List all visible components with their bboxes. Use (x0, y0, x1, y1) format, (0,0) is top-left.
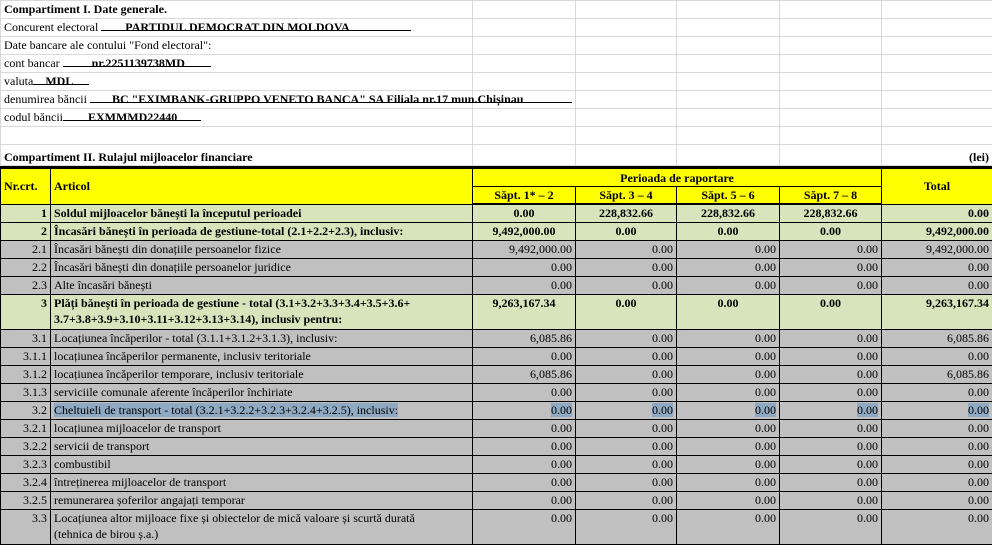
value-text: 0.00 (857, 403, 878, 417)
row-nr[interactable]: 3.2.1 (1, 420, 51, 438)
row-total-value[interactable] (882, 348, 992, 366)
row-article[interactable] (51, 259, 473, 277)
row-period-1-value[interactable] (473, 402, 576, 420)
period-header[interactable]: Perioada de raportare (473, 168, 882, 187)
col-nr-header[interactable]: Nr.crt. (1, 168, 51, 205)
row-total-value[interactable] (882, 366, 992, 384)
value-text: 0.00 (652, 421, 673, 435)
row-nr[interactable]: 2.3 (1, 277, 51, 295)
general-data-section (0, 0, 992, 166)
row-period-4-value[interactable] (780, 348, 882, 366)
row-period-3-value[interactable] (677, 456, 780, 474)
table-row (1, 420, 992, 438)
row-article[interactable] (51, 384, 473, 402)
value-text: 0.00 (857, 260, 878, 274)
row-article-text: locațiunea încăperilor permanente, inclusiv teritoriale (54, 349, 311, 363)
row-article[interactable] (51, 277, 473, 295)
table-row (1, 295, 992, 330)
row-nr[interactable]: 3.2.2 (1, 438, 51, 456)
row-period-4-value[interactable] (780, 438, 882, 456)
row-period-4-value[interactable] (780, 456, 882, 474)
total-text: 0.00 (968, 260, 989, 274)
table-row (1, 348, 992, 366)
value-text: 0.00 (551, 439, 572, 453)
currency-label: valuta (4, 74, 33, 88)
row-article-text: Încasări bănești din donațiile persoanelor fizice (54, 242, 281, 256)
row-total-value[interactable] (882, 474, 992, 492)
row-article-text: Plăți bănești în perioada de gestiune - total (3.1+3.2+3.3+3.4+3.5+3.6+ (54, 296, 410, 310)
row-article[interactable] (51, 204, 473, 223)
row-period-1-value[interactable] (473, 456, 576, 474)
value-text: 0.00 (551, 421, 572, 435)
value-text: 0.00 (857, 331, 878, 345)
row-nr[interactable]: 1 (1, 204, 51, 223)
value-text: 9,263,167.34 (493, 296, 556, 310)
col-article-header[interactable]: Articol (51, 168, 473, 205)
row-article-text: Locațiunea altor mijloace fixe și obiectelor de mică valoare și scurtă durată (54, 511, 415, 525)
total-text: 0.00 (968, 439, 989, 453)
value-text: 0.00 (857, 439, 878, 453)
value-text: 9,492,000.00 (509, 242, 572, 256)
value-text: 0.00 (551, 278, 572, 292)
row-total-value[interactable] (882, 259, 992, 277)
value-text: 0.00 (857, 385, 878, 399)
row-period-4-value[interactable] (780, 474, 882, 492)
row-period-1-value[interactable] (473, 384, 576, 402)
row-article-text: Soldul mijloacelor bănești la începutul perioadei (54, 206, 301, 220)
value-text: 0.00 (652, 385, 673, 399)
row-article[interactable] (51, 510, 473, 545)
row-period-2-value[interactable] (576, 510, 677, 545)
row-period-4-value[interactable] (780, 384, 882, 402)
value-text: 0.00 (857, 421, 878, 435)
value-text: 0.00 (857, 349, 878, 363)
row-period-2-value[interactable] (576, 330, 677, 348)
row-article[interactable] (51, 492, 473, 510)
unit-label[interactable]: (lei) (882, 145, 992, 166)
financial-flows-table (0, 166, 992, 545)
row-nr[interactable]: 3.2.3 (1, 456, 51, 474)
row-period-2-value[interactable] (576, 295, 677, 330)
row-period-2-value[interactable] (576, 474, 677, 492)
row-total-value[interactable] (882, 438, 992, 456)
value-text: 0.00 (551, 349, 572, 363)
row-article[interactable] (51, 402, 473, 420)
row-total-value[interactable] (882, 295, 992, 330)
row-article[interactable] (51, 456, 473, 474)
value-text: 0.00 (551, 385, 572, 399)
row-period-2-value[interactable] (576, 277, 677, 295)
row-nr[interactable]: 2.2 (1, 259, 51, 277)
row-period-2-value[interactable] (576, 384, 677, 402)
row-period-3-value[interactable] (677, 259, 780, 277)
row-period-1-value[interactable] (473, 259, 576, 277)
row-total-value[interactable] (882, 492, 992, 510)
total-text: 0.00 (968, 457, 989, 471)
value-text: 0.00 (755, 403, 776, 417)
row-period-3-value[interactable] (677, 384, 780, 402)
value-text: 0.00 (857, 475, 878, 489)
value-text: 0.00 (551, 511, 572, 525)
table-row (1, 492, 992, 510)
value-text: 0.00 (718, 296, 739, 310)
row-period-4-value[interactable] (780, 402, 882, 420)
row-nr[interactable]: 3 (1, 295, 51, 330)
value-text: 0.00 (652, 349, 673, 363)
currency-value: MDL (33, 73, 89, 85)
row-period-1-value[interactable] (473, 241, 576, 259)
row-period-4-value[interactable] (780, 366, 882, 384)
value-text: 0.00 (551, 475, 572, 489)
row-period-4-value[interactable] (780, 241, 882, 259)
row-total-value[interactable] (882, 456, 992, 474)
value-text: 0.00 (652, 511, 673, 525)
bank-details-label[interactable]: Date bancare ale contului "Fond electoral": (1, 37, 473, 55)
value-text: 0.00 (551, 260, 572, 274)
row-article-text: servicii de transport (54, 439, 149, 453)
total-text: 0.00 (968, 206, 989, 220)
row-nr[interactable]: 2 (1, 223, 51, 241)
bank-name-cell[interactable] (1, 91, 473, 109)
row-nr[interactable]: 3.3 (1, 510, 51, 545)
row-article[interactable] (51, 366, 473, 384)
row-nr[interactable]: 3.1.1 (1, 348, 51, 366)
table-row (1, 204, 992, 223)
total-text: 0.00 (968, 349, 989, 363)
table-row (1, 474, 992, 492)
row-period-4-value[interactable] (780, 223, 882, 241)
value-text: 0.00 (652, 403, 673, 417)
row-total-value[interactable] (882, 277, 992, 295)
row-period-4-value[interactable] (780, 420, 882, 438)
col-period-1[interactable]: Săpt. 1* – 2 (473, 187, 576, 205)
row-period-3-value[interactable] (677, 241, 780, 259)
row-period-3-value[interactable] (677, 510, 780, 545)
value-text: 0.00 (755, 385, 776, 399)
row-article-text: Alte încasări bănești (54, 278, 152, 292)
row-article[interactable] (51, 438, 473, 456)
row-article-text: serviciile comunale aferente încăperilor închiriate (54, 385, 293, 399)
row-nr[interactable]: 3.2.5 (1, 492, 51, 510)
row-article-text: Încasări bănești în perioada de gestiune-total (2.1+2.2+2.3), inclusiv: (54, 224, 403, 238)
total-text: 0.00 (968, 493, 989, 507)
value-text: 0.00 (755, 493, 776, 507)
table-body (1, 204, 992, 545)
total-text: 6,085.86 (947, 367, 989, 381)
bank-code-label: codul băncii (4, 110, 63, 124)
table-row (1, 402, 992, 420)
total-text: 0.00 (968, 475, 989, 489)
row-article-text: întreținerea mijloacelor de transport (54, 475, 226, 489)
row-period-4-value[interactable] (780, 277, 882, 295)
row-period-3-value[interactable] (677, 438, 780, 456)
total-text: 6,085.86 (947, 331, 989, 345)
concurent-label: Concurent electoral (4, 20, 98, 34)
value-text: 0.00 (755, 475, 776, 489)
value-text: 228,832.66 (599, 206, 653, 220)
table-header-row (1, 168, 992, 187)
currency-cell[interactable] (1, 73, 473, 91)
value-text: 0.00 (755, 278, 776, 292)
total-text: 9,492,000.00 (926, 224, 989, 238)
value-text: 0.00 (755, 349, 776, 363)
row-period-4-value[interactable] (780, 492, 882, 510)
value-text: 0.00 (718, 224, 739, 238)
value-text: 6,085.86 (530, 331, 572, 345)
row-total-value[interactable] (882, 384, 992, 402)
value-text: 228,832.66 (804, 206, 858, 220)
value-text: 0.00 (514, 206, 535, 220)
row-article-text-line2: (tehnica de birou ș.a.) (54, 527, 158, 541)
value-text: 0.00 (755, 242, 776, 256)
row-article-text: Locațiunea încăperilor - total (3.1.1+3.1.2+3.1.3), inclusiv: (54, 331, 337, 345)
row-article[interactable] (51, 223, 473, 241)
total-text: 0.00 (968, 511, 989, 525)
table-row (1, 510, 992, 545)
value-text: 0.00 (551, 493, 572, 507)
value-text: 0.00 (755, 511, 776, 525)
row-article[interactable] (51, 295, 473, 330)
row-period-1-value[interactable] (473, 438, 576, 456)
row-period-3-value[interactable] (677, 223, 780, 241)
row-period-1-value[interactable] (473, 277, 576, 295)
row-period-1-value[interactable] (473, 204, 576, 223)
value-text: 0.00 (857, 242, 878, 256)
row-period-1-value[interactable] (473, 366, 576, 384)
row-total-value[interactable] (882, 510, 992, 545)
total-text: 0.00 (968, 385, 989, 399)
bank-name-label: denumirea băncii (4, 92, 87, 106)
total-text: 0.00 (968, 403, 989, 417)
row-period-2-value[interactable] (576, 223, 677, 241)
value-text: 0.00 (820, 296, 841, 310)
row-period-1-value[interactable] (473, 420, 576, 438)
row-total-value[interactable] (882, 223, 992, 241)
row-nr[interactable]: 3.1.2 (1, 366, 51, 384)
row-period-2-value[interactable] (576, 366, 677, 384)
concurent-value: PARTIDUL DEMOCRAT DIN MOLDOVA (101, 19, 411, 31)
value-text: 9,492,000.00 (493, 224, 556, 238)
row-period-1-value[interactable] (473, 330, 576, 348)
row-period-3-value[interactable] (677, 492, 780, 510)
row-period-4-value[interactable] (780, 295, 882, 330)
row-period-1-value[interactable] (473, 492, 576, 510)
account-cell[interactable] (1, 55, 473, 73)
row-period-3-value[interactable] (677, 366, 780, 384)
table-row (1, 223, 992, 241)
table-row (1, 277, 992, 295)
value-text: 0.00 (755, 260, 776, 274)
row-article[interactable] (51, 330, 473, 348)
row-total-value[interactable] (882, 402, 992, 420)
row-period-2-value[interactable] (576, 241, 677, 259)
col-period-3[interactable]: Săpt. 5 – 6 (677, 187, 780, 205)
section1-title[interactable]: Compartiment I. Date generale. (1, 1, 473, 19)
row-period-1-value[interactable] (473, 474, 576, 492)
table-row (1, 241, 992, 259)
row-nr[interactable]: 3.1.3 (1, 384, 51, 402)
value-text: 0.00 (652, 260, 673, 274)
row-article-text: remunerarea șoferilor angajați temporar (54, 493, 245, 507)
value-text: 0.00 (857, 367, 878, 381)
row-period-2-value[interactable] (576, 438, 677, 456)
row-period-2-value[interactable] (576, 402, 677, 420)
row-period-1-value[interactable] (473, 348, 576, 366)
account-value: nr.2251139738MD (63, 55, 211, 67)
value-text: 0.00 (551, 403, 572, 417)
total-text: 0.00 (968, 278, 989, 292)
value-text: 0.00 (857, 457, 878, 471)
table-row (1, 438, 992, 456)
row-nr[interactable]: 3.1 (1, 330, 51, 348)
row-article[interactable] (51, 241, 473, 259)
value-text: 0.00 (755, 439, 776, 453)
value-text: 0.00 (652, 278, 673, 292)
row-period-4-value[interactable] (780, 510, 882, 545)
section2-title[interactable]: Compartiment II. Rulajul mijloacelor financiare (1, 145, 473, 166)
col-total-header[interactable]: Total (882, 168, 992, 205)
row-period-2-value[interactable] (576, 348, 677, 366)
row-period-3-value[interactable] (677, 295, 780, 330)
row-nr[interactable]: 3.2.4 (1, 474, 51, 492)
row-period-2-value[interactable] (576, 259, 677, 277)
row-article-text: combustibil (54, 457, 111, 471)
table-row (1, 384, 992, 402)
value-text: 6,085.86 (530, 367, 572, 381)
bank-code-value: EXMMMD22440 (63, 109, 201, 121)
row-period-2-value[interactable] (576, 456, 677, 474)
value-text: 0.00 (652, 457, 673, 471)
row-period-3-value[interactable] (677, 330, 780, 348)
row-article[interactable] (51, 420, 473, 438)
value-text: 0.00 (616, 224, 637, 238)
value-text: 0.00 (652, 475, 673, 489)
row-total-value[interactable] (882, 241, 992, 259)
table-row (1, 259, 992, 277)
row-period-4-value[interactable] (780, 330, 882, 348)
row-article-text-line2: 3.7+3.8+3.9+3.10+3.11+3.12+3.13+3.14), inclusiv pentru: (54, 312, 342, 326)
row-period-1-value[interactable] (473, 295, 576, 330)
table-row (1, 330, 992, 348)
row-period-3-value[interactable] (677, 402, 780, 420)
value-text: 0.00 (857, 278, 878, 292)
row-period-2-value[interactable] (576, 204, 677, 223)
value-text: 0.00 (857, 511, 878, 525)
total-text: 0.00 (968, 421, 989, 435)
row-total-value[interactable] (882, 330, 992, 348)
row-period-1-value[interactable] (473, 223, 576, 241)
bank-name-value: BC "EXIMBANK-GRUPPO VENETO BANCA" SA Filiala nr.17 mun.Chișinau (90, 91, 572, 103)
value-text: 0.00 (755, 457, 776, 471)
col-period-2[interactable]: Săpt. 3 – 4 (576, 187, 677, 205)
table-row (1, 456, 992, 474)
row-period-2-value[interactable] (576, 492, 677, 510)
account-label: cont bancar (4, 56, 60, 70)
total-text: 9,492,000.00 (926, 242, 989, 256)
row-total-value[interactable] (882, 204, 992, 223)
value-text: 0.00 (755, 331, 776, 345)
row-nr[interactable]: 2.1 (1, 241, 51, 259)
row-period-3-value[interactable] (677, 204, 780, 223)
row-period-3-value[interactable] (677, 277, 780, 295)
value-text: 0.00 (755, 421, 776, 435)
value-text: 0.00 (652, 493, 673, 507)
row-period-4-value[interactable] (780, 259, 882, 277)
table-row (1, 366, 992, 384)
row-article-text: locațiunea încăperilor temporare, inclusiv teritoriale (54, 367, 304, 381)
value-text: 0.00 (820, 224, 841, 238)
value-text: 0.00 (652, 331, 673, 345)
row-total-value[interactable] (882, 420, 992, 438)
total-text: 9,263,167.34 (926, 296, 989, 310)
value-text: 0.00 (551, 457, 572, 471)
row-article[interactable] (51, 348, 473, 366)
row-period-2-value[interactable] (576, 420, 677, 438)
value-text: 228,832.66 (701, 206, 755, 220)
row-period-1-value[interactable] (473, 510, 576, 545)
row-period-3-value[interactable] (677, 420, 780, 438)
value-text: 0.00 (616, 296, 637, 310)
row-article-text: locațiunea mijloacelor de transport (54, 421, 221, 435)
col-period-4[interactable]: Săpt. 7 – 8 (780, 187, 882, 205)
row-nr[interactable]: 3.2 (1, 402, 51, 420)
value-text: 0.00 (652, 439, 673, 453)
row-article[interactable] (51, 474, 473, 492)
row-period-3-value[interactable] (677, 348, 780, 366)
value-text: 0.00 (652, 367, 673, 381)
value-text: 0.00 (755, 367, 776, 381)
value-text: 0.00 (857, 493, 878, 507)
bank-code-cell[interactable] (1, 109, 473, 127)
row-period-3-value[interactable] (677, 474, 780, 492)
concurent-cell[interactable] (1, 19, 473, 37)
row-article-text: Încasări bănești din donațiile persoanelor juridice (54, 260, 291, 274)
row-article-text: Cheltuieli de transport - total (3.2.1+3.2.2+3.2.3+3.2.4+3.2.5), inclusiv: (54, 403, 398, 417)
row-period-4-value[interactable] (780, 204, 882, 223)
value-text: 0.00 (652, 242, 673, 256)
